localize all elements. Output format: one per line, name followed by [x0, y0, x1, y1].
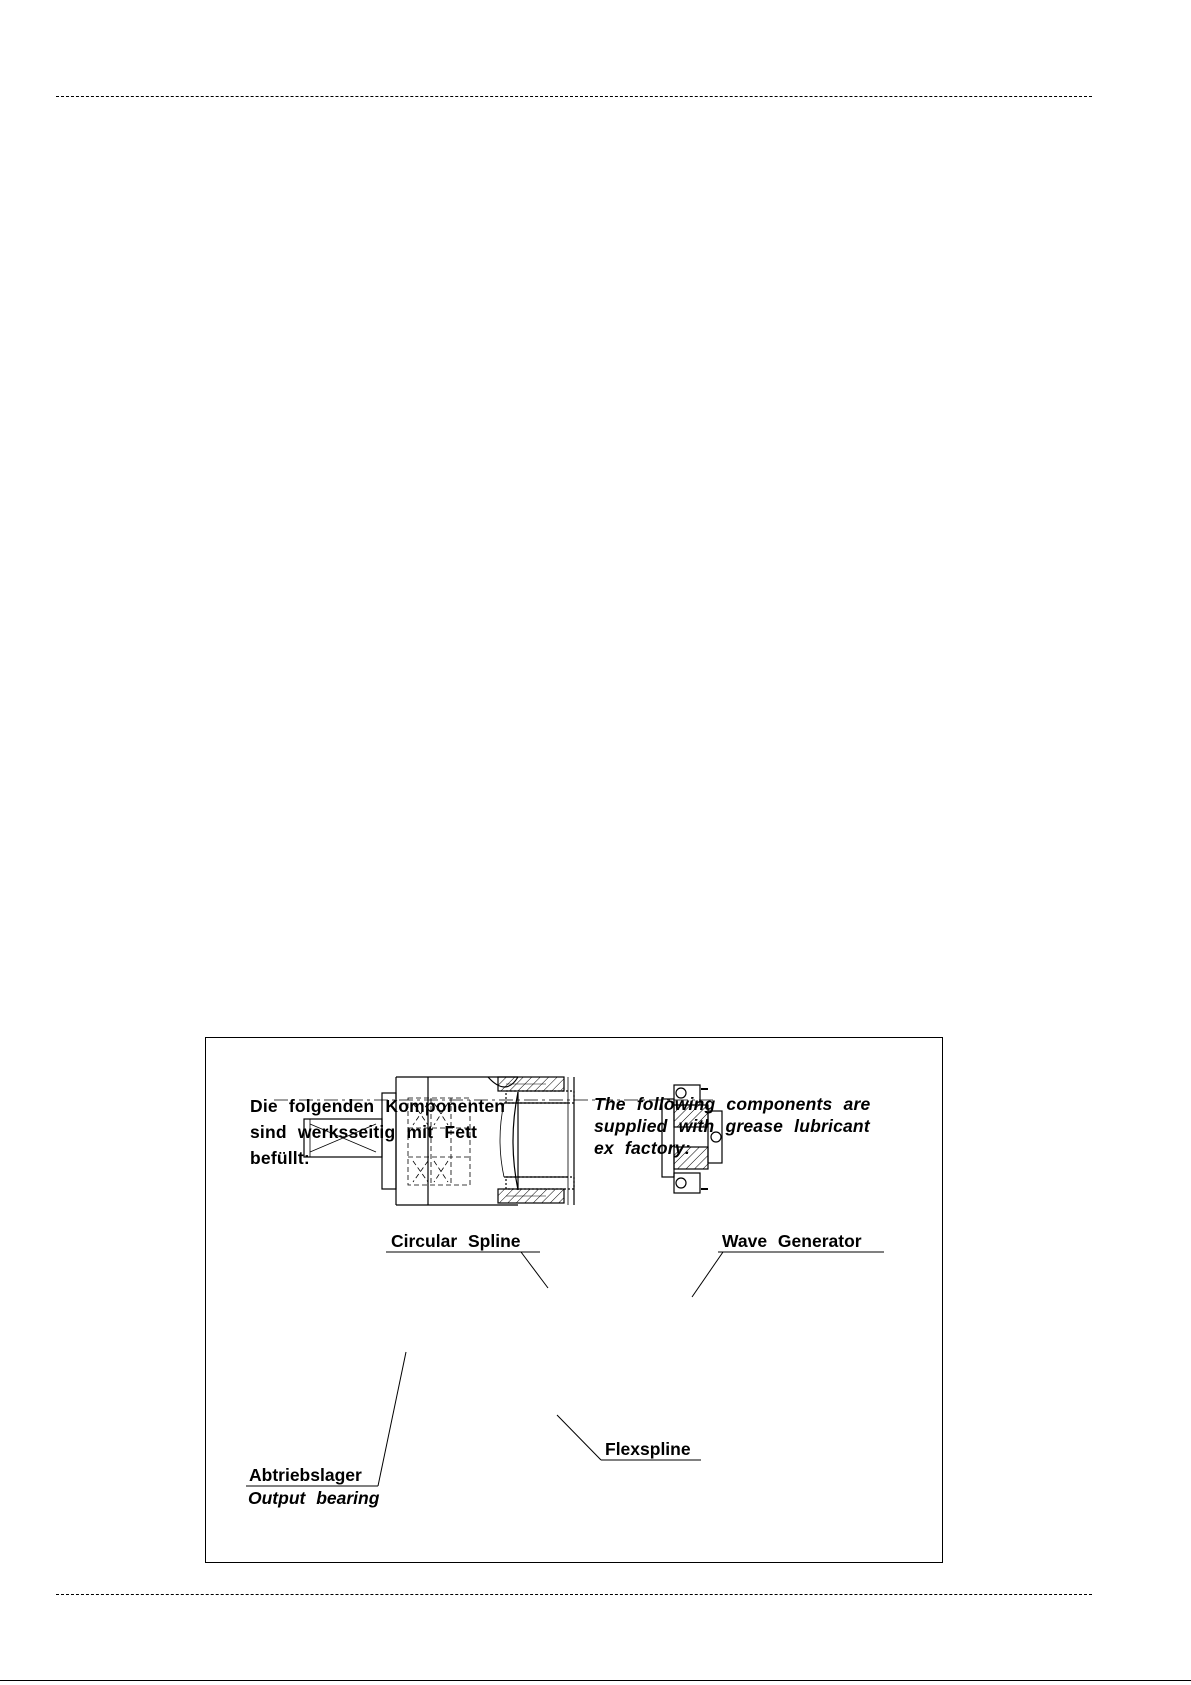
caption-de-line-3: befüllt:	[250, 1148, 310, 1168]
footer-rule	[56, 1594, 1092, 1595]
label-flexspline: Flexspline	[605, 1439, 691, 1459]
leader-lines	[246, 1252, 884, 1486]
caption-de-line-1: Die folgenden Komponenten	[250, 1096, 506, 1116]
header-rule	[56, 96, 1092, 97]
caption-en-line-2: supplied with grease lubricant	[594, 1116, 870, 1136]
label-wave-generator: Wave Generator	[722, 1231, 862, 1251]
label-abtriebslager: Abtriebslager	[249, 1465, 362, 1485]
caption-en-line-3: ex factory:	[594, 1138, 691, 1158]
caption-en-line-1: The following components are	[594, 1094, 871, 1114]
caption-german	[250, 1093, 530, 1171]
label-circular-spline: Circular Spline	[391, 1231, 521, 1251]
caption-de-line-2: sind werksseitig mit Fett	[250, 1122, 478, 1142]
figure-frame	[205, 1037, 943, 1563]
caption-english	[594, 1093, 894, 1159]
label-output-bearing: Output bearing	[248, 1488, 380, 1508]
page-edge	[0, 1680, 1191, 1681]
